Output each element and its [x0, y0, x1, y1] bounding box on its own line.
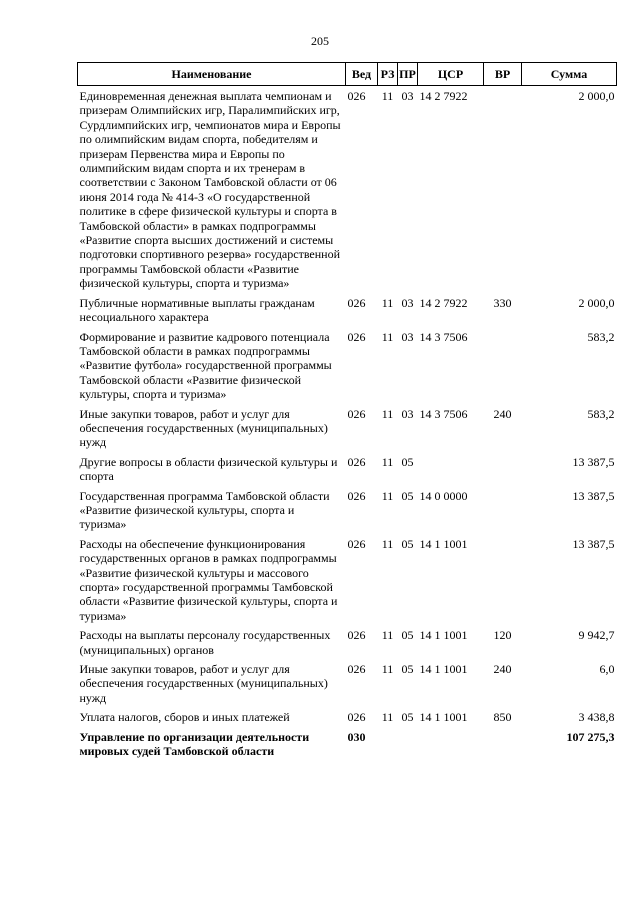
cell-ved: 026 [347, 662, 366, 677]
cell-name: Иные закупки товаров, работ и услуг для обеспечения государственных (муниципальных) нужд [79, 406, 328, 450]
cell-name: Расходы на выплаты персоналу государственных (муниципальных) органов [79, 628, 331, 657]
cell-csr [418, 730, 484, 764]
header-name: Наименование [78, 63, 346, 86]
table-body [78, 86, 617, 764]
table-row [78, 407, 617, 455]
cell-pr: 05 [401, 662, 414, 677]
cell-name: Единовременная денежная выплата чемпионам и призерам Олимпийских игр, Паралимпийских игр, Сурдлимпийских игр, чемпионатов мира и Европы по олимпийским видам спорта, победителям и призерам Первенства мира и Европы по олимпийским видам спорта и их тренерам в соответствии с Законом Тамбовской области от 06 июня 2014 года № 414-З «О государственной политике в сфере физической культуры и спорта в Тамбовской области» в рамках подпрограммы «Развитие спорта высших достижений и системы подготовки спортивного резерва» государственной программы Тамбовской области «Развитие физической культуры, спорта и туризма» [79, 89, 341, 291]
header-rz: РЗ [378, 63, 398, 86]
cell-name: Управление по организации деятельности мировых судей Тамбовской области [79, 729, 310, 759]
cell-csr: 14 1 1001 [419, 662, 468, 677]
cell-ved: 026 [347, 329, 366, 344]
cell-csr: 14 1 1001 [419, 536, 468, 551]
page-number: 205 [311, 34, 329, 48]
cell-csr: 14 3 7506 [419, 406, 468, 421]
cell-name: Публичные нормативные выплаты гражданам несоциального характера [79, 295, 315, 325]
cell-sum: 3 438,8 [578, 710, 615, 725]
cell-vr: 850 [493, 710, 512, 725]
cell-pr: 03 [401, 89, 414, 103]
table-row [78, 330, 617, 407]
table-row [78, 537, 617, 628]
header-csr: ЦСР [418, 63, 484, 86]
table-header-row [78, 63, 617, 86]
cell-vr [484, 330, 522, 407]
table-row [78, 455, 617, 489]
cell-vr [484, 730, 522, 764]
cell-ved: 030 [347, 729, 366, 744]
cell-rz: 11 [381, 662, 394, 677]
cell-rz: 11 [381, 536, 394, 551]
cell-pr: 05 [401, 488, 414, 503]
cell-sum: 6,0 [599, 662, 615, 677]
cell-pr [398, 730, 418, 764]
cell-rz: 11 [381, 295, 394, 310]
cell-vr [484, 455, 522, 489]
cell-vr: 120 [493, 628, 512, 643]
cell-sum: 13 387,5 [572, 454, 615, 469]
cell-sum: 107 275,3 [566, 729, 615, 744]
cell-csr: 14 0 0000 [419, 488, 468, 503]
cell-pr: 05 [401, 454, 414, 469]
cell-csr: 14 2 7922 [419, 89, 468, 103]
header-vr: ВР [484, 63, 522, 86]
header-pr: ПР [398, 63, 418, 86]
cell-ved: 026 [347, 628, 366, 643]
cell-pr: 03 [401, 295, 414, 310]
cell-rz: 11 [381, 454, 394, 469]
cell-name: Другие вопросы в области физической культуры и спорта [79, 454, 338, 484]
cell-name: Уплата налогов, сборов и иных платежей [79, 710, 290, 725]
header-ved: Вед [346, 63, 378, 86]
cell-rz: 11 [381, 329, 394, 344]
cell-ved: 026 [347, 295, 366, 310]
cell-rz: 11 [381, 406, 394, 421]
cell-vr: 330 [493, 295, 512, 310]
cell-vr [484, 489, 522, 537]
cell-vr [484, 537, 522, 628]
cell-name: Расходы на обеспечение функционирования государственных органов в рамках подпрограммы «Развитие физической культуры и массового спорта» государственной программы Тамбовской области «Развитие физической культуры, спорта и туризма» [79, 536, 338, 623]
cell-csr: 14 3 7506 [419, 329, 468, 344]
cell-ved: 026 [347, 488, 366, 503]
cell-ved: 026 [347, 710, 366, 725]
cell-csr: 14 1 1001 [419, 710, 468, 725]
cell-vr: 240 [493, 662, 512, 677]
cell-rz: 11 [381, 710, 394, 725]
header-sum: Сумма [522, 63, 617, 86]
cell-ved: 026 [347, 536, 366, 551]
table-row [78, 628, 617, 662]
cell-pr: 03 [401, 406, 414, 421]
cell-ved: 026 [347, 89, 366, 103]
cell-name: Иные закупки товаров, работ и услуг для обеспечения государственных (муниципальных) нужд [79, 662, 328, 705]
cell-pr: 05 [401, 536, 414, 551]
cell-sum: 2 000,0 [578, 89, 615, 103]
cell-pr: 05 [401, 710, 414, 725]
cell-csr [418, 455, 484, 489]
cell-csr: 14 1 1001 [419, 628, 468, 643]
cell-rz [378, 730, 398, 764]
cell-name: Государственная программа Тамбовской области «Развитие физической культуры, спорта и туризма» [79, 488, 330, 532]
cell-ved: 026 [347, 454, 366, 469]
cell-sum: 13 387,5 [572, 488, 615, 503]
cell-rz: 11 [381, 488, 394, 503]
cell-ved: 026 [347, 406, 366, 421]
cell-pr: 03 [401, 329, 414, 344]
table-row [78, 296, 617, 330]
cell-sum: 2 000,0 [578, 295, 615, 310]
table-row [78, 710, 617, 729]
cell-pr: 05 [401, 628, 414, 643]
cell-vr: 240 [493, 406, 512, 421]
cell-name: Формирование и развитие кадрового потенциала Тамбовской области в рамках подпрограммы «Развитие футбола» государственной программы Тамбовской области «Развитие физической культуры, спорта и туризма» [79, 329, 332, 402]
table-row [78, 662, 617, 710]
budget-table [77, 62, 617, 763]
cell-rz: 11 [381, 89, 394, 103]
cell-sum: 9 942,7 [578, 628, 615, 643]
cell-sum: 583,2 [587, 329, 615, 344]
table-row [78, 86, 617, 296]
cell-rz: 11 [381, 628, 394, 643]
table-row [78, 730, 617, 764]
table-row [78, 489, 617, 537]
cell-vr [484, 86, 522, 296]
cell-sum: 13 387,5 [572, 536, 615, 551]
cell-csr: 14 2 7922 [419, 295, 468, 310]
cell-sum: 583,2 [587, 406, 615, 421]
